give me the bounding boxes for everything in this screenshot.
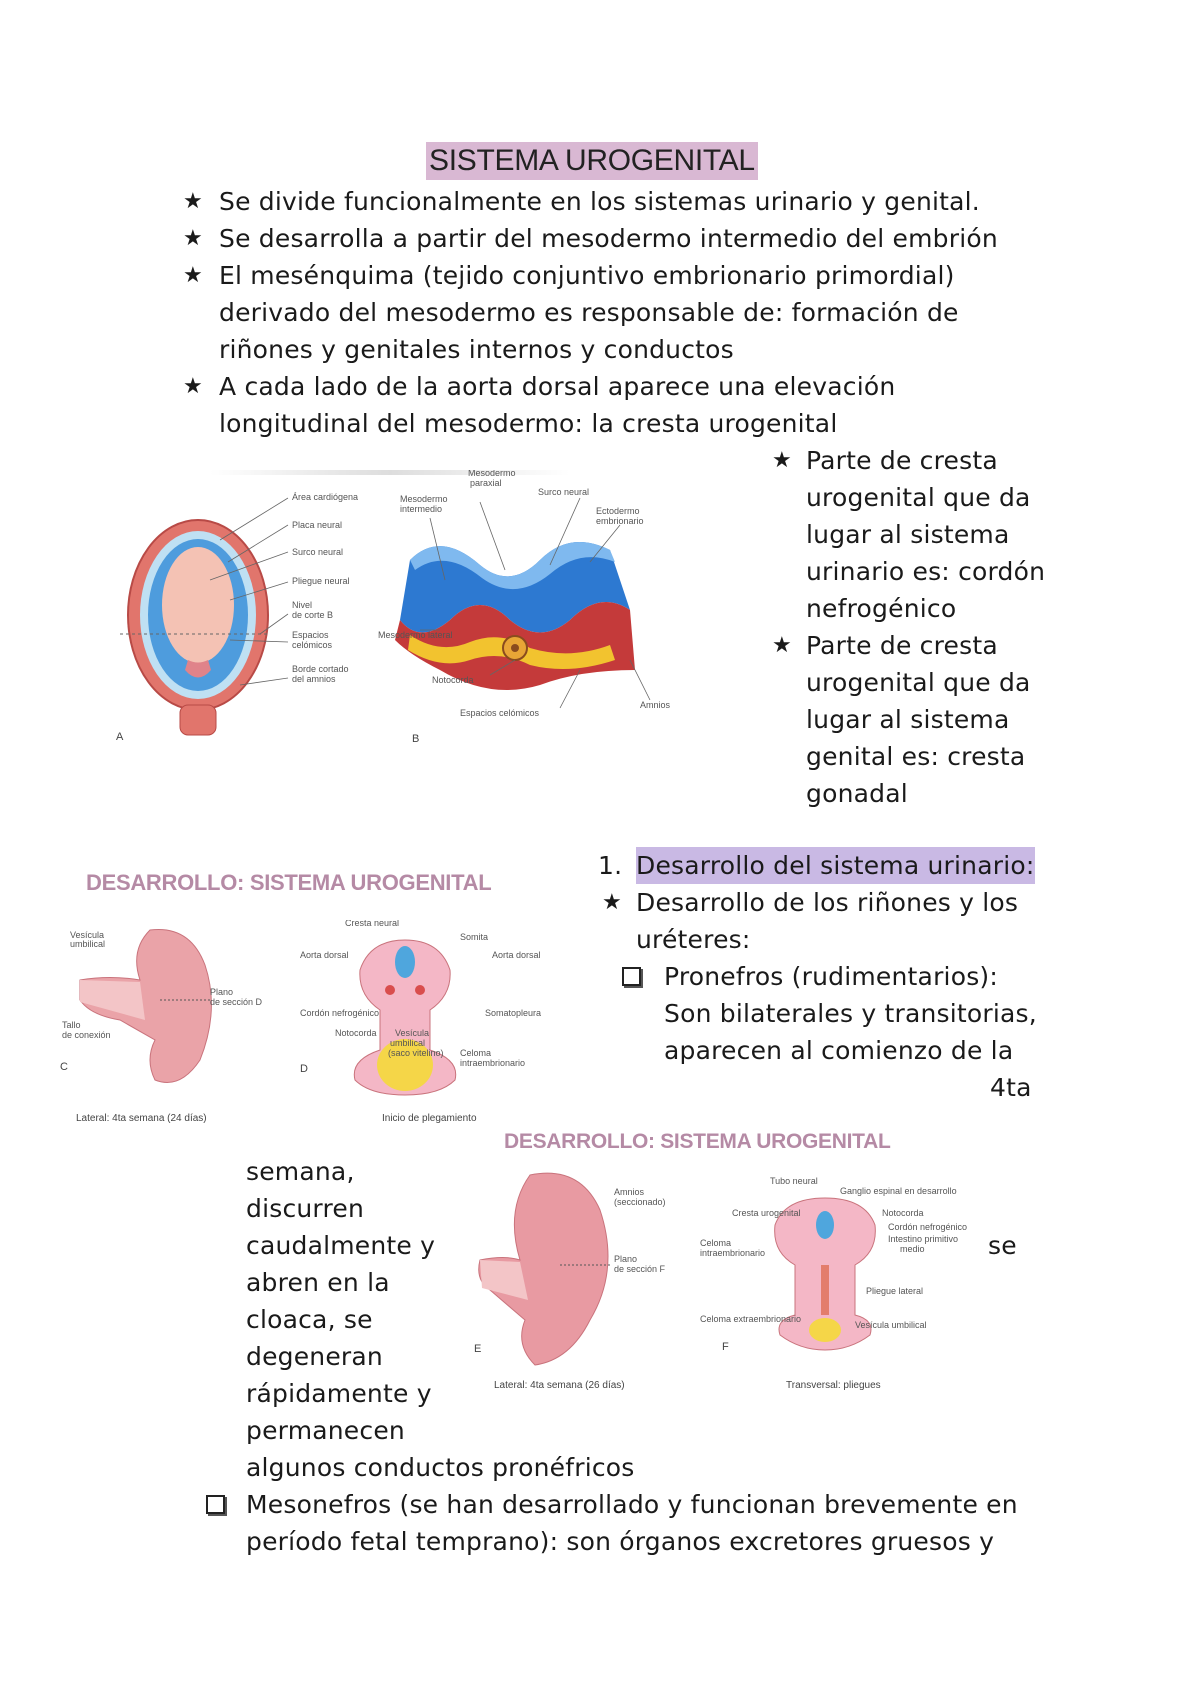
- slide-caption-right: Inicio de plegamiento: [382, 1113, 477, 1124]
- label-plano: Plano: [210, 987, 234, 997]
- slide-title: DESARROLLO: SISTEMA UROGENITAL: [86, 870, 492, 895]
- slide-caption-left: Lateral: 4ta semana (26 días): [494, 1380, 625, 1391]
- slide-title: DESARROLLO: SISTEMA UROGENITAL: [504, 1130, 891, 1153]
- page-title: SISTEMA UROGENITAL: [426, 142, 758, 180]
- side-bullet-line: urinario es: cordón: [806, 557, 1046, 586]
- label-aorta-dorsal-l: Aorta dorsal: [300, 950, 349, 960]
- label-celoma-d2: intraembrionario: [460, 1058, 526, 1068]
- label-seccion-f: de sección F: [614, 1264, 666, 1274]
- figure-letter-b: B: [412, 733, 420, 745]
- label-borde-cortado: Borde cortado: [292, 664, 349, 674]
- continuation-line: permanecen: [246, 1416, 405, 1445]
- pronefros-line: Son bilaterales y transitorias,: [664, 999, 1037, 1028]
- slide-figure-cd: [60, 920, 560, 1100]
- label-intestino-2: medio: [900, 1244, 925, 1254]
- label-mesodermo-lateral: Mesodermo lateral: [378, 630, 453, 640]
- continuation-line: caudalmente y: [246, 1231, 436, 1260]
- bullet-line: A cada lado de la aorta dorsal aparece una elevación: [219, 372, 896, 401]
- mesonefros-line: Mesonefros (se han desarrollado y funcionan brevemente en: [246, 1490, 1018, 1519]
- side-bullet-line: gonadal: [806, 779, 908, 808]
- slide-caption-right: Transversal: pliegues: [786, 1380, 881, 1391]
- continuation-line: rápidamente y: [246, 1379, 432, 1408]
- side-bullet-line: Parte de cresta: [806, 631, 998, 660]
- side-bullet-line: lugar al sistema: [806, 705, 1010, 734]
- label-umbilical: umbilical: [70, 939, 106, 949]
- embryo-lateral-e: [479, 1173, 610, 1365]
- label-espacios: Espacios: [292, 630, 329, 640]
- star-bullet-icon: ★: [183, 189, 203, 214]
- label-surco-neural: Surco neural: [292, 547, 344, 557]
- label-vesicula-f: Vesícula umbilical: [855, 1320, 927, 1330]
- bullet-line: Se desarrolla a partir del mesodermo intermedio del embrión: [219, 224, 998, 253]
- label-notocorda-f: Notocorda: [882, 1208, 924, 1218]
- label-notocorda-d: Notocorda: [335, 1028, 377, 1038]
- label-cresta-urogenital: Cresta urogenital: [732, 1208, 801, 1218]
- embryo-lateral-c: [80, 929, 211, 1082]
- label-area-cardiogena: Área cardiógena: [292, 492, 359, 502]
- continuation-right-word: se: [988, 1231, 1017, 1260]
- pronefros-tail: 4ta: [990, 1073, 1032, 1102]
- figure-letter-f: F: [722, 1341, 729, 1353]
- section-number: 1.: [598, 851, 623, 880]
- figure-letter-d: D: [300, 1063, 308, 1075]
- label-mesodermo-intermedio-2: intermedio: [400, 504, 443, 514]
- pronefros-line: Pronefros (rudimentarios):: [664, 962, 998, 991]
- side-bullet-line: Parte de cresta: [806, 446, 998, 475]
- star-bullet-icon: ★: [602, 890, 622, 915]
- figure-letter-e: E: [474, 1343, 482, 1355]
- label-intestino-1: Intestino primitivo: [888, 1234, 959, 1244]
- mesonefros-line: período fetal temprano): son órganos excretores gruesos y: [246, 1527, 995, 1556]
- label-pliegue-neural: Pliegue neural: [292, 576, 350, 586]
- label-seccion-d: de sección D: [210, 997, 263, 1007]
- label-mesodermo-paraxial-2: paraxial: [470, 478, 502, 488]
- bullet-line: riñones y genitales internos y conductos: [219, 335, 734, 364]
- label-ectodermo-2: embrionario: [596, 516, 644, 526]
- label-celomicos: celómicos: [292, 640, 333, 650]
- label-espacios-celomicos: Espacios celómicos: [460, 708, 540, 718]
- continuation-line: semana,: [246, 1157, 355, 1186]
- label-vesicula: Vesícula: [70, 930, 105, 940]
- side-bullet-line: urogenital que da: [806, 483, 1031, 512]
- figure-letter-c: C: [60, 1061, 68, 1073]
- section-heading: Desarrollo del sistema urinario:: [636, 847, 1035, 884]
- star-bullet-icon: ★: [772, 448, 792, 473]
- label-cordon-nefrogenico: Cordón nefrogénico: [300, 1008, 380, 1018]
- side-bullet-line: nefrogénico: [806, 594, 957, 623]
- label-tallo: Tallo: [62, 1020, 81, 1030]
- label-vesicula-d2: umbilical: [390, 1038, 426, 1048]
- label-de-corte-b: de corte B: [292, 610, 334, 620]
- label-mesodermo-paraxial-1: Mesodermo: [468, 470, 516, 478]
- bullet-line: El mesénquima (tejido conjuntivo embrionario primordial): [219, 261, 955, 290]
- slide-figure-ef: [470, 1170, 970, 1400]
- label-conexion: de conexión: [62, 1030, 111, 1040]
- continuation-line: abren en la: [246, 1268, 390, 1297]
- label-surco-neural-b: Surco neural: [538, 487, 590, 497]
- bullet-line: Se divide funcionalmente en los sistemas urinario y genital.: [219, 187, 980, 216]
- star-bullet-icon: ★: [772, 633, 792, 658]
- star-bullet-icon: ★: [183, 263, 203, 288]
- label-amnios-e2: (seccionado): [614, 1197, 666, 1207]
- label-ectodermo-1: Ectodermo: [596, 506, 640, 516]
- section-star-line: uréteres:: [636, 925, 751, 954]
- continuation-last-line: algunos conductos pronéfricos: [246, 1453, 635, 1482]
- checkbox-bullet-icon: [206, 1495, 225, 1514]
- label-vesicula-d1: Vesícula: [395, 1028, 430, 1038]
- label-celoma-extra: Celoma extraembrionario: [700, 1314, 802, 1324]
- figure-shadow: [210, 470, 570, 475]
- label-cresta-neural: Cresta neural: [345, 920, 400, 928]
- label-plano-e: Plano: [614, 1254, 638, 1264]
- label-nivel: Nivel: [292, 600, 313, 610]
- label-amnios-e1: Amnios: [614, 1187, 645, 1197]
- label-cordon-nefrogenico-f: Cordón nefrogénico: [888, 1222, 968, 1232]
- bullet-line: derivado del mesodermo es responsable de: formación de: [219, 298, 959, 327]
- bullet-line: longitudinal del mesodermo: la cresta urogenital: [219, 409, 838, 438]
- continuation-line: cloaca, se: [246, 1305, 373, 1334]
- label-amnios: Amnios: [640, 700, 671, 710]
- star-bullet-icon: ★: [183, 374, 203, 399]
- side-bullet-line: lugar al sistema: [806, 520, 1010, 549]
- continuation-line: discurren: [246, 1194, 365, 1223]
- label-notocorda: Notocorda: [432, 675, 474, 685]
- label-mesodermo-intermedio-1: Mesodermo: [400, 494, 448, 504]
- checkbox-bullet-icon: [622, 967, 641, 986]
- label-celoma-intra-2: intraembrionario: [700, 1248, 766, 1258]
- embryo-figure-ab: [110, 470, 690, 760]
- label-somatopleura: Somatopleura: [485, 1008, 542, 1018]
- star-bullet-icon: ★: [183, 226, 203, 251]
- label-somita: Somita: [460, 932, 489, 942]
- side-bullet-line: genital es: cresta: [806, 742, 1026, 771]
- label-tubo-neural: Tubo neural: [770, 1176, 818, 1186]
- figure-letter-a: A: [116, 731, 124, 743]
- label-celoma-intra-1: Celoma: [700, 1238, 732, 1248]
- embryo-cross-section: [395, 542, 635, 690]
- pronefros-line: aparecen al comienzo de la: [664, 1036, 1014, 1065]
- label-vesicula-d3: (saco vitelino): [388, 1048, 444, 1058]
- side-bullet-line: urogenital que da: [806, 668, 1031, 697]
- label-pliegue-lateral: Pliegue lateral: [866, 1286, 924, 1296]
- label-ganglio: Ganglio espinal en desarrollo: [840, 1186, 957, 1196]
- continuation-line: degeneran: [246, 1342, 383, 1371]
- label-aorta-dorsal-r: Aorta dorsal: [492, 950, 541, 960]
- slide-caption-left: Lateral: 4ta semana (24 días): [76, 1113, 207, 1124]
- label-del-amnios: del amnios: [292, 674, 336, 684]
- embryo-dorsal-view: [120, 520, 270, 735]
- label-celoma-d1: Celoma: [460, 1048, 492, 1058]
- label-placa-neural: Placa neural: [292, 520, 343, 530]
- section-star-line: Desarrollo de los riñones y los: [636, 888, 1019, 917]
